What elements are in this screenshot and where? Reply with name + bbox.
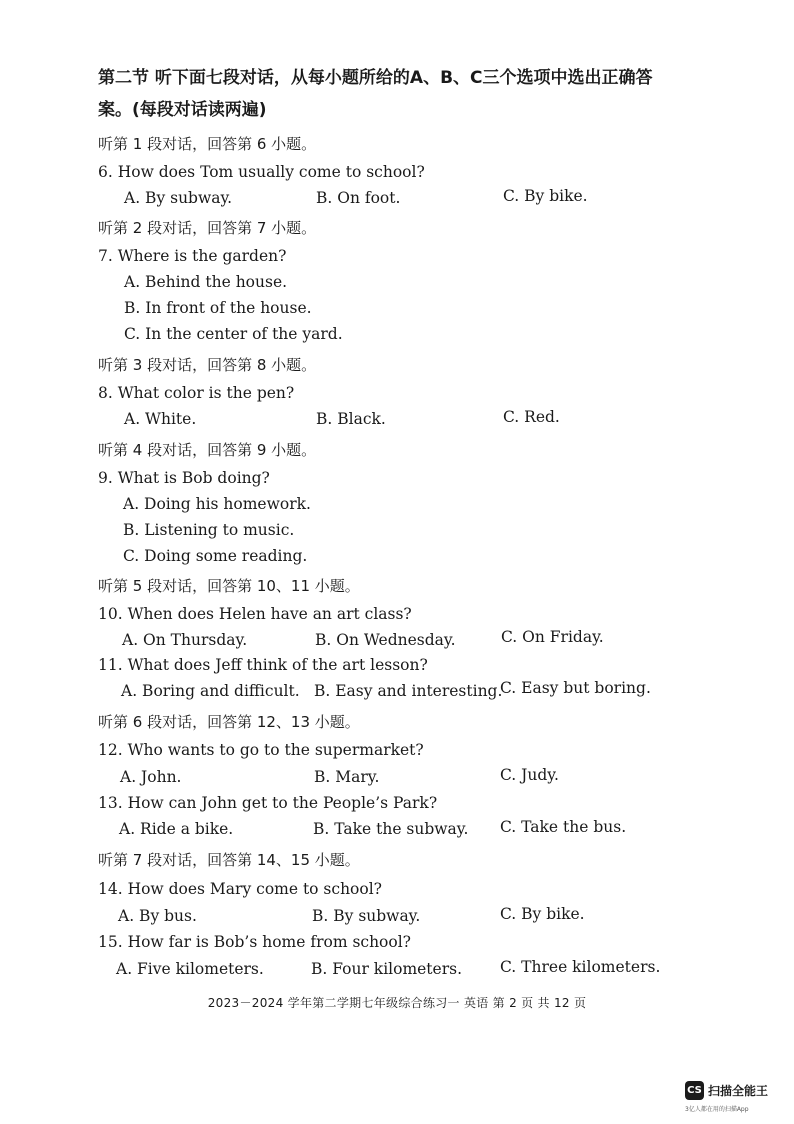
camscanner-logo-icon: CS [685, 1081, 704, 1100]
watermark-tagline: 3亿人都在用的扫描App [685, 1106, 749, 1113]
question-stem: 15. How far is Bob’s home from school? [98, 933, 411, 951]
dialogue-instruction: 听第 2 段对话，回答第 7 小题。 [98, 219, 317, 237]
option-a: A. John. [120, 768, 182, 786]
option-a: A. Boring and difficult. [121, 682, 300, 700]
page-footer: 2023－2024 学年第二学期七年级综合练习一 英语 第 2 页 共 12 页 [207, 996, 587, 1010]
option-b: B. Take the subway. [313, 820, 469, 838]
option-c: C. Easy but boring. [500, 679, 651, 697]
option-b: B. Mary. [314, 768, 380, 786]
option-c: C. Take the bus. [500, 818, 627, 836]
option-a: A. By bus. [118, 907, 197, 925]
dialogue-instruction: 听第 4 段对话，回答第 9 小题。 [98, 441, 317, 459]
option-a: A. Behind the house. [124, 273, 288, 291]
option-c: C. By bike. [500, 905, 585, 923]
option-b: B. Easy and interesting. [314, 682, 503, 700]
section-heading-line-2: 案。(每段对话读两遍) [98, 100, 267, 120]
question-stem: 6. How does Tom usually come to school? [98, 163, 425, 181]
dialogue-instruction: 听第 6 段对话，回答第 12、13 小题。 [98, 713, 360, 731]
option-a: A. Doing his homework. [123, 495, 311, 513]
option-c: C. In the center of the yard. [124, 325, 343, 343]
option-a: A. White. [124, 410, 197, 428]
option-c: C. Three kilometers. [500, 958, 661, 976]
option-a: A. Five kilometers. [116, 960, 264, 978]
option-c: C. Doing some reading. [123, 547, 308, 565]
option-b: B. On foot. [316, 189, 401, 207]
question-stem: 13. How can John get to the People’s Park? [98, 794, 438, 812]
section-heading-line-1: 第二节 听下面七段对话，从每小题所给的A、B、C三个选项中选出正确答 [98, 68, 653, 88]
option-a: A. Ride a bike. [119, 820, 234, 838]
option-b: B. By subway. [312, 907, 421, 925]
section-heading [98, 62, 708, 126]
option-c: C. Red. [503, 408, 560, 426]
question-stem: 7. Where is the garden? [98, 247, 287, 265]
dialogue-instruction: 听第 3 段对话，回答第 8 小题。 [98, 356, 317, 374]
option-b: B. Listening to music. [123, 521, 295, 539]
option-b: B. Black. [316, 410, 386, 428]
question-stem: 14. How does Mary come to school? [98, 880, 382, 898]
question-stem: 8. What color is the pen? [98, 384, 295, 402]
option-a: A. On Thursday. [122, 631, 248, 649]
question-stem: 10. When does Helen have an art class? [98, 605, 412, 623]
question-stem: 9. What is Bob doing? [98, 469, 270, 487]
dialogue-instruction: 听第 5 段对话，回答第 10、11 小题。 [98, 577, 360, 595]
option-c: C. By bike. [503, 187, 588, 205]
question-stem: 12. Who wants to go to the supermarket? [98, 741, 424, 759]
question-stem: 11. What does Jeff think of the art lesson? [98, 656, 428, 674]
option-c: C. On Friday. [501, 628, 604, 646]
dialogue-instruction: 听第 7 段对话，回答第 14、15 小题。 [98, 851, 360, 869]
watermark-brand-name: 扫描全能王 [708, 1084, 769, 1098]
option-b: B. Four kilometers. [311, 960, 463, 978]
option-b: B. In front of the house. [124, 299, 312, 317]
option-b: B. On Wednesday. [315, 631, 456, 649]
dialogue-instruction: 听第 1 段对话，回答第 6 小题。 [98, 135, 317, 153]
camscanner-watermark [685, 1081, 781, 1115]
option-c: C. Judy. [500, 766, 559, 784]
option-a: A. By subway. [124, 189, 233, 207]
